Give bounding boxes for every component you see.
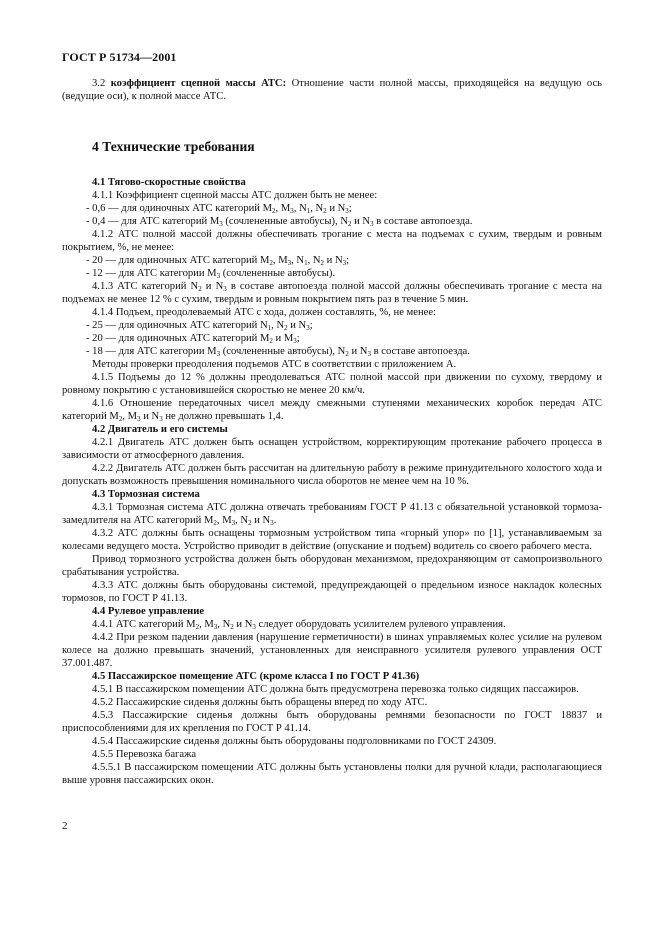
clause-4-5-2: 4.5.2 Пассажирские сиденья должны быть обращены вперед по ходу АТС.	[92, 697, 428, 708]
page-number: 2	[62, 820, 68, 832]
clause-4-3-2: 4.3.2 АТС должны быть оснащены тормозным устройством типа «горный упор» по [1], устанавливаемым за колесами ведущего моста. Устройство приводит в действие (опускание и подъем) водитель со своего рабочего места.	[62, 528, 602, 552]
clause-4-1-4: 4.1.4 Подъем, преодолеваемый АТС с хода, должен составлять, %, не менее:	[92, 307, 436, 318]
term-coefficient: коэффициент сцепной массы АТС:	[110, 78, 287, 89]
section-4-2-title: 4.2 Двигатель и его системы	[92, 424, 228, 435]
clause-4-3-1: 4.3.1 Тормозная система АТС должна отвечать требованиям ГОСТ Р 41.13 с обязательной установкой тормоза-замедлителя на АТС категорий $M_2$, $M_3$, $N_2$ и $N_3$.	[62, 502, 602, 527]
clause-4-1-2: 4.1.2 АТС полной массой должны обеспечивать трогание с места на подъемах с сухим, твердым и ровным покрытием, %, не менее:	[62, 229, 602, 253]
list-item: - 20 — для одиночных АТС категорий $M_2$ и $M_3$;	[86, 333, 300, 345]
clause-4-5-1: 4.5.1 В пассажирском помещении АТС должна быть предусмотрена перевозка только сидящих пассажиров.	[92, 684, 579, 695]
list-item: - 25 — для одиночных АТС категорий $N_1$, $N_2$ и $N_3$;	[86, 320, 313, 332]
clause-4-5-4: 4.5.4 Пассажирские сиденья должны быть оборудованы подголовниками по ГОСТ 24309.	[92, 736, 497, 747]
clause-4-3-3: 4.3.3 АТС должны быть оборудованы системой, предупреждающей о предельном износе накладок колесных тормозов, по ГОСТ Р 41.13.	[62, 580, 602, 604]
section-4-3-title: 4.3 Тормозная система	[92, 489, 200, 500]
clause-4-5-5-1: 4.5.5.1 В пассажирском помещении АТС должны быть установлены полки для ручной клади, располагающиеся выше уровня пассажирских окон.	[62, 762, 602, 786]
clause-4-1-1: 4.1.1 Коэффициент сцепной массы АТС должен быть не менее:	[92, 190, 378, 201]
clause-4-2-2: 4.2.2 Двигатель АТС должен быть рассчитан на длительную работу в режиме принудительного холостого хода и допускать возможность превышения номинального числа оборотов не менее чем на 10 %.	[62, 463, 602, 487]
clause-4-2-1: 4.2.1 Двигатель АТС должен быть оснащен устройством, корректирующим протекание рабочего процесса в зависимости от атмосферного давления.	[62, 437, 602, 461]
clause-4-4-1: 4.4.1 АТС категорий $M_2$, $M_3$, $N_2$ и $N_3$ следует оборудовать усилителем рулевого управления.	[92, 619, 506, 631]
list-item: - 0,4 — для АТС категорий $M_3$ (сочлененные автобусы), $N_2$ и $N_3$ в составе автопоезда.	[86, 216, 473, 228]
section-4-1-title: 4.1 Тягово-скоростные свойства	[92, 177, 246, 188]
clause-4-1-4-methods: Методы проверки преодоления подъемов АТС в соответствии с приложением А.	[92, 359, 457, 370]
list-item: - 20 — для одиночных АТС категорий $M_2$, $M_3$, $N_1$, $N_2$ и $N_3$;	[86, 255, 350, 267]
clause-4-1-5: 4.1.5 Подъемы до 12 % должны преодолеваться АТС полной массой при движении по сухому, твердому и ровному покрытию с установившейся скоростью не менее 20 км/ч.	[62, 372, 602, 396]
clause-4-1-6: 4.1.6 Отношение передаточных чисел между смежными ступенями механических коробок передач АТС категорий $M_2$, $M_3$ и $N_3$ не должно превышать 1,4.	[62, 398, 602, 423]
section-4-5-title: 4.5 Пассажирское помещение АТС (кроме класса I по ГОСТ Р 41.36)	[92, 671, 420, 682]
clause-4-3-2-drive: Привод тормозного устройства должен быть оборудован механизмом, предохраняющим от самопроизвольного срабатывания устройства.	[62, 554, 602, 578]
section-4-4-title: 4.4 Рулевое управление	[92, 606, 205, 617]
section-4-title: 4 Технические требования	[92, 139, 255, 154]
clause-4-1-3: 4.1.3 АТС категорий $N_2$ и $N_3$ в составе автопоезда полной массой должны обеспечивать трогание с места на подъемах не менее 12 % с сухим, твердым и ровным покрытием пять раз в течение 5 мин.	[62, 281, 602, 305]
clause-4-5-3: 4.5.3 Пассажирские сиденья должны быть оборудованы ремнями безопасности по ГОСТ 18837 и приспособлениями для их крепления по ГОСТ Р 41.14.	[62, 710, 602, 734]
clause-3-2: 3.2 коэффициент сцепной массы АТС: Отношение части полной массы, приходящейся на ведущую ось (ведущие оси), к полной массе АТС.	[62, 78, 603, 102]
list-item: - 12 — для АТС категории $M_3$ (сочлененные автобусы).	[86, 268, 335, 280]
clause-4-4-2: 4.4.2 При резком падении давления (нарушение герметичности) в шинах управляемых колес усилие на рулевом колесе на должно превышать значений, установленных для неисправного усилителя рулевого управления ОСТ 37.001.487.	[62, 632, 602, 669]
document-header: ГОСТ Р 51734—2001	[62, 50, 177, 64]
document-body	[62, 77, 602, 787]
list-item: - 18 — для АТС категории $M_3$ (сочлененные автобусы), $N_2$ и $N_3$ в составе автопоезда.	[86, 346, 470, 358]
clause-4-5-5: 4.5.5 Перевозка багажа	[92, 749, 197, 760]
list-item: - 0,6 — для одиночных АТС категорий $M_2$, $M_3$, $N_1$, $N_2$ и $N_3$;	[86, 203, 352, 215]
